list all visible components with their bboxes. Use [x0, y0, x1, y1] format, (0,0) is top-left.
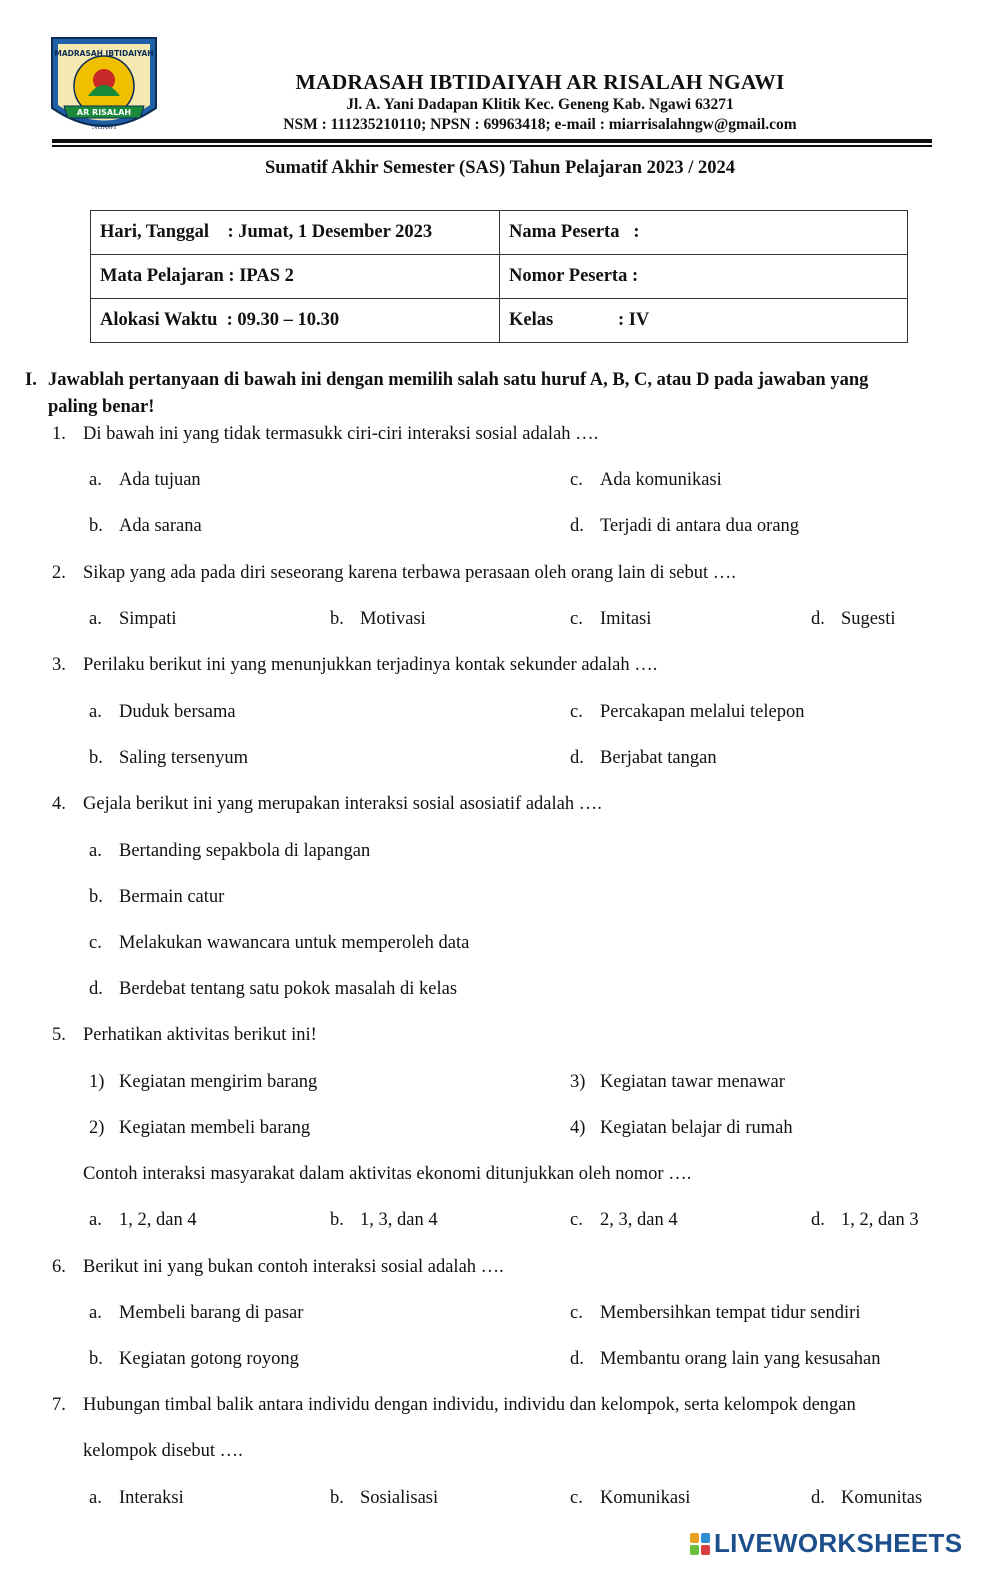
question-number: 2.	[52, 563, 66, 583]
table-row	[91, 211, 908, 255]
exam-title: Sumatif Akhir Semester (SAS) Tahun Pelajaran 2023 / 2024	[264, 158, 736, 178]
option-text: Ada komunikasi	[600, 470, 722, 490]
school-name: MADRASAH IBTIDAIYAH AR RISALAH NGAWI	[295, 70, 785, 94]
question-number: 7.	[52, 1395, 66, 1415]
item-text: Kegiatan belajar di rumah	[600, 1118, 793, 1138]
info-class: Kelas : IV	[500, 299, 908, 343]
item-key: 2)	[89, 1118, 105, 1138]
school-logo	[50, 36, 158, 138]
item-key: 3)	[570, 1072, 586, 1092]
question-number: 3.	[52, 655, 66, 675]
option-text: Percakapan melalui telepon	[600, 702, 805, 722]
item-text: Kegiatan mengirim barang	[119, 1072, 318, 1092]
option-key: a.	[89, 1210, 102, 1230]
option-text: Ada tujuan	[119, 470, 201, 490]
section-instruction-cont: paling benar!	[48, 397, 155, 417]
option-text: Kegiatan gotong royong	[119, 1349, 299, 1369]
watermark-text: LIVEWORKSHEETS	[714, 1528, 963, 1558]
question-text: Di bawah ini yang tidak termasukk ciri-ciri interaksi sosial adalah ….	[83, 424, 599, 444]
question-text: Gejala berikut ini yang merupakan interaksi sosial asosiatif adalah ….	[83, 794, 602, 814]
option-key: c.	[570, 1210, 583, 1230]
question-text: Perhatikan aktivitas berikut ini!	[83, 1025, 317, 1045]
option-key: a.	[89, 1303, 102, 1323]
option-key: d.	[811, 1210, 825, 1230]
option-text: Membantu orang lain yang kesusahan	[600, 1349, 881, 1369]
option-key: b.	[330, 609, 344, 629]
logo-square	[690, 1545, 699, 1555]
option-key: b.	[89, 748, 103, 768]
school-address: Jl. A. Yani Dadapan Klitik Kec. Geneng Kab. Ngawi 63271	[346, 96, 734, 113]
option-text: Ada sarana	[119, 516, 202, 536]
option-text: Saling tersenyum	[119, 748, 248, 768]
logo-square	[690, 1533, 699, 1543]
option-text: Membersihkan tempat tidur sendiri	[600, 1303, 861, 1323]
item-key: 1)	[89, 1072, 105, 1092]
option-key: d.	[570, 1349, 584, 1369]
liveworksheets-watermark	[690, 1528, 990, 1560]
option-key: b.	[89, 1349, 103, 1369]
info-participant-number: Nomor Peserta :	[500, 255, 908, 299]
option-text: Sosialisasi	[360, 1488, 439, 1508]
item-text: Kegiatan tawar menawar	[600, 1072, 785, 1092]
header-rule-thick	[52, 139, 932, 143]
table-row	[91, 255, 908, 299]
option-text: Terjadi di antara dua orang	[600, 516, 800, 536]
exam-info-table	[90, 210, 908, 343]
question-number: 4.	[52, 794, 66, 814]
option-key: a.	[89, 609, 102, 629]
question-text: Perilaku berikut ini yang menunjukkan terjadinya kontak sekunder adalah ….	[83, 655, 658, 675]
header-rule-thin	[52, 145, 932, 147]
option-key: b.	[89, 516, 103, 536]
option-key: d.	[89, 979, 103, 999]
question-number: 5.	[52, 1025, 66, 1045]
logo-banner-text: AR RISALAH	[76, 108, 132, 117]
option-key: a.	[89, 702, 102, 722]
option-text: Interaksi	[119, 1488, 184, 1508]
option-text: 1, 2, dan 4	[119, 1210, 197, 1230]
logo-square	[701, 1545, 710, 1555]
option-text: Komunitas	[841, 1488, 923, 1508]
option-text: Melakukan wawancara untuk memperoleh data	[119, 933, 470, 953]
option-key: c.	[570, 1488, 583, 1508]
option-text: Sugesti	[841, 609, 896, 629]
option-key: c.	[570, 702, 583, 722]
question-text: Hubungan timbal balik antara individu dengan individu, individu dan kelompok, serta kelompok dengan	[83, 1395, 856, 1415]
school-ids: NSM : 111235210110; NPSN : 69963418; e-mail : miarrisalahngw@gmail.com	[283, 116, 797, 133]
section-instruction: Jawablah pertanyaan di bawah ini dengan memilih salah satu huruf A, B, C, atau D pada jawaban yang	[48, 370, 869, 390]
info-subject: Mata Pelajaran : IPAS 2	[91, 255, 500, 299]
option-key: d.	[570, 516, 584, 536]
option-key: a.	[89, 841, 102, 861]
option-text: Imitasi	[600, 609, 652, 629]
question-text: Sikap yang ada pada diri seseorang karena terbawa perasaan oleh orang lain di sebut ….	[83, 563, 736, 583]
liveworksheets-logo-icon	[690, 1533, 710, 1555]
option-text: Berdebat tentang satu pokok masalah di kelas	[119, 979, 458, 999]
logo-arc-text: MADRASAH IBTIDAIYAH	[54, 49, 154, 58]
option-text: 2, 3, dan 4	[600, 1210, 678, 1230]
option-key: d.	[811, 1488, 825, 1508]
option-text: Motivasi	[360, 609, 426, 629]
option-text: Membeli barang di pasar	[119, 1303, 304, 1323]
option-text: Simpati	[119, 609, 177, 629]
option-key: b.	[330, 1488, 344, 1508]
question-number: 6.	[52, 1257, 66, 1277]
option-key: b.	[89, 887, 103, 907]
option-text: Duduk bersama	[119, 702, 236, 722]
option-text: Berjabat tangan	[600, 748, 717, 768]
info-time: Alokasi Waktu : 09.30 – 10.30	[91, 299, 500, 343]
info-date: Hari, Tanggal : Jumat, 1 Desember 2023	[91, 211, 500, 255]
option-key: b.	[330, 1210, 344, 1230]
question-text: Berikut ini yang bukan contoh interaksi sosial adalah ….	[83, 1257, 504, 1277]
section-roman: I.	[25, 370, 37, 390]
option-key: d.	[570, 748, 584, 768]
info-participant-name: Nama Peserta :	[500, 211, 908, 255]
option-text: Bertanding sepakbola di lapangan	[119, 841, 371, 861]
option-text: Komunikasi	[600, 1488, 691, 1508]
option-text: 1, 2, dan 3	[841, 1210, 919, 1230]
table-row	[91, 299, 908, 343]
question-7-cont: kelompok disebut ….	[83, 1441, 243, 1461]
option-key: c.	[570, 609, 583, 629]
option-key: a.	[89, 470, 102, 490]
option-key: c.	[89, 933, 102, 953]
option-text: Bermain catur	[119, 887, 225, 907]
question-number: 1.	[52, 424, 66, 444]
option-key: c.	[570, 1303, 583, 1323]
option-key: d.	[811, 609, 825, 629]
item-key: 4)	[570, 1118, 586, 1138]
question-5-prompt: Contoh interaksi masyarakat dalam aktivitas ekonomi ditunjukkan oleh nomor ….	[83, 1164, 692, 1184]
option-key: a.	[89, 1488, 102, 1508]
option-text: 1, 3, dan 4	[360, 1210, 438, 1230]
option-key: c.	[570, 470, 583, 490]
logo-square	[701, 1533, 710, 1543]
logo-bottom-text: NGAWI	[91, 123, 117, 131]
item-text: Kegiatan membeli barang	[119, 1118, 311, 1138]
